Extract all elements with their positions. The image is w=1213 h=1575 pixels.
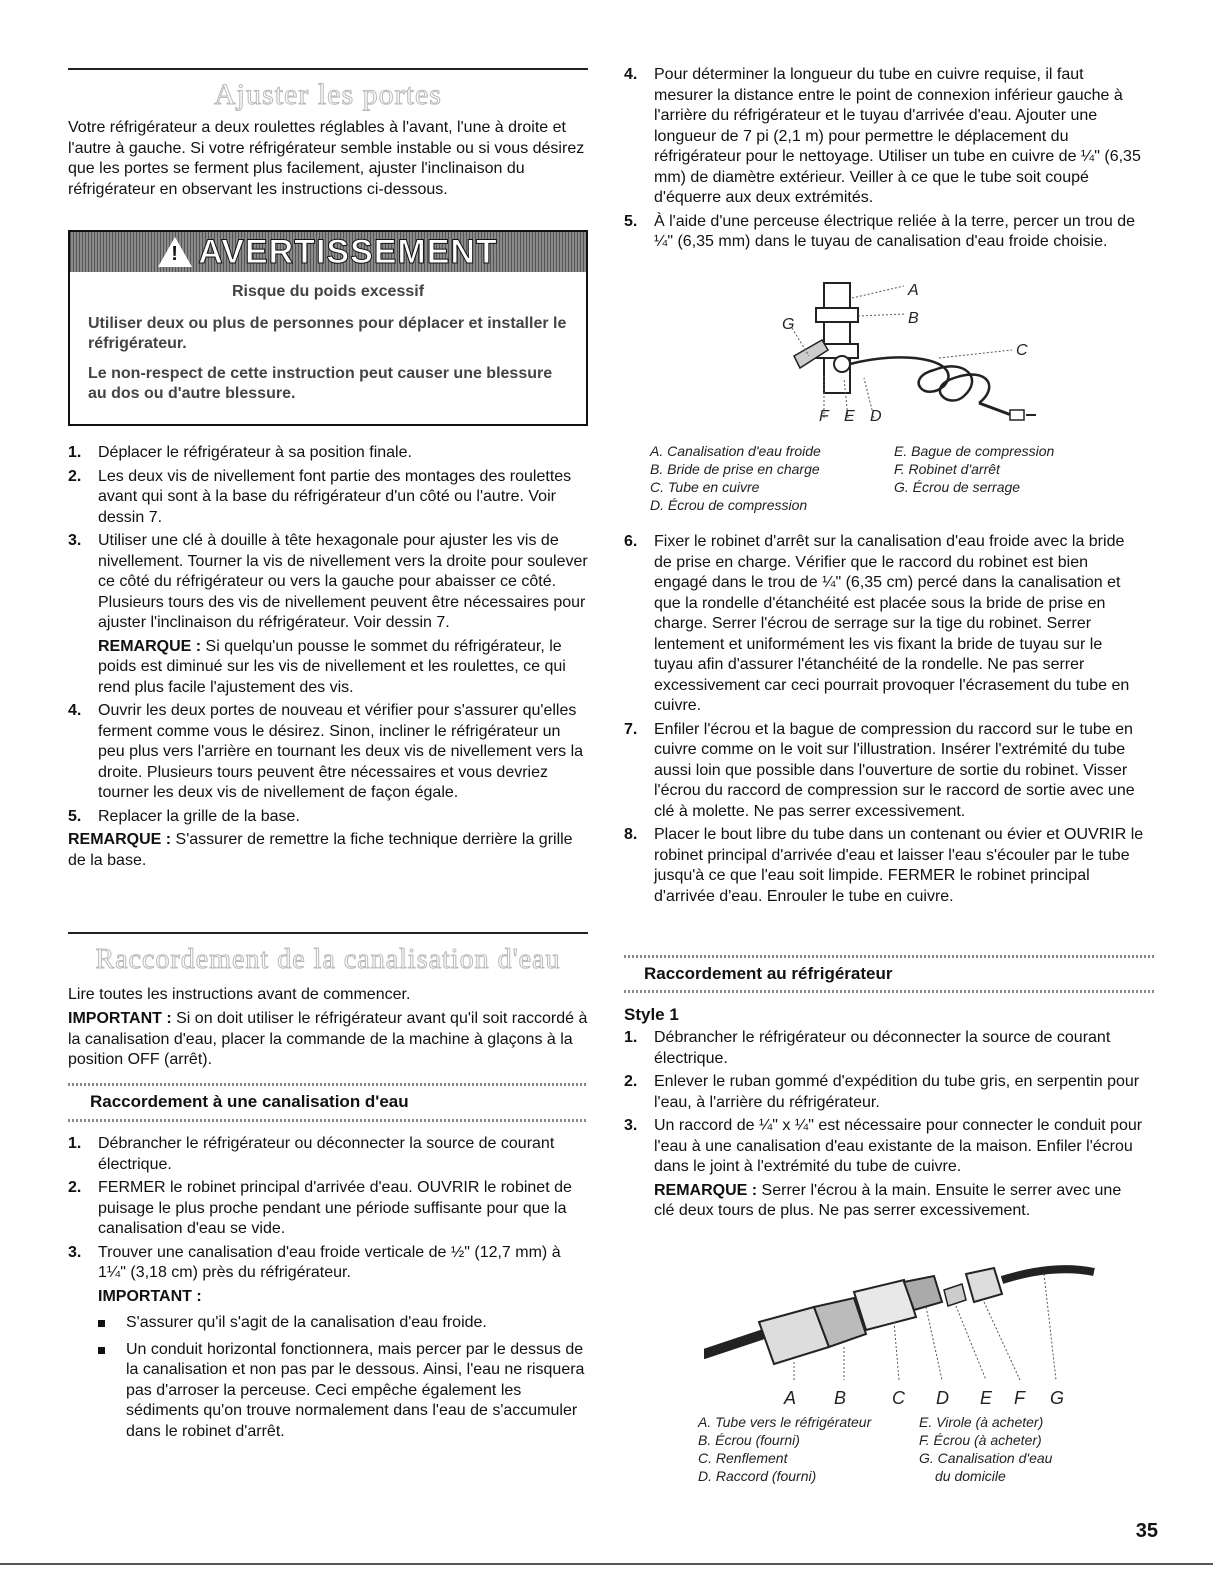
list-item: 5. Replacer la grille de la base.	[68, 807, 300, 825]
list-item: 3. Utiliser une clé à douille à tête hexagonale pour ajuster les vis de nivellement. Tourner la vis de nivellement vers la droite pour soulever ce côté du réfrigérateur ou vers la gauche pour abaisser ce côté. Plusieurs tours des vis de nivellement peuvent être nécessaires pour ajuster l'inclinaison du réfrigérateur. Voir dessin 7.	[68, 532, 588, 631]
section-title-water-line: Raccordement de la canalisation d'eau	[95, 944, 561, 975]
fig1-label-d: D	[870, 408, 882, 425]
list-item: Un conduit horizontal fonctionnera, mais percer par le dessus de la canalisation et non pas par le dessous. Ainsi, l'eau ne risquera pas d'arroser la perceuse. Ceci empêche également les sédiments qu'on trouve normalement dans l'eau de s'accumuler dans le robinet d'arrêt.	[68, 1340, 588, 1443]
fig1-caption-right: E. Bague de compression F. Robinet d'arrêt G. Écrou de serrage	[894, 443, 1055, 495]
list-item: 4. Pour déterminer la longueur du tube en cuivre requise, il faut mesurer la distance entre le point de connexion inférieur gauche à l'arrière du réfrigérateur et le tuyau d'arrivée d'eau. Ajouter une longueur de 7 pi (2,1 m) pour permettre le déplacement du réfrigérateur pour le nettoyage. Utiliser un tube en cuivre de ¼" (6,35 mm) de diamètre extérieur. Veiller à ce que le tube soit coupé d'équerre aux deux extrémités.	[624, 66, 1141, 206]
list-item: 3. Un raccord de ¼" x ¼" est nécessaire pour connecter le conduit pour l'eau à une canalisation d'eau existante de la maison. Enfiler l'écrou dans le joint à l'extrémité du tube de cuivre.	[624, 1117, 1143, 1175]
list-item: 2. Enlever le ruban gommé d'expédition du tube gris, en serpentin pour l'eau, à l'arrière du réfrigérateur.	[624, 1073, 1140, 1111]
fig2-label-a: A	[784, 1388, 797, 1408]
fig1-caption-left: A. Canalisation d'eau froide B. Bride de prise en charge C. Tube en cuivre D. Écrou de compression	[650, 443, 821, 513]
list-item: 3. Trouver une canalisation d'eau froide verticale de ½" (12,7 mm) à 1¼" (3,18 cm) près du réfrigérateur.	[68, 1243, 561, 1281]
list-item: 2. FERMER le robinet principal d'arrivée d'eau. OUVRIR le robinet de puisage le plus proche pendant une période suffisante pour que la canalisation d'eau se vide.	[68, 1179, 572, 1237]
dotted-rule	[624, 990, 1154, 993]
fig2-label-e: E	[980, 1388, 993, 1408]
warning-line-1: Utiliser deux ou plus de personnes pour déplacer et installer le réfrigérateur.	[88, 315, 567, 352]
section-title-adjust-doors: Ajuster les portes	[214, 78, 442, 111]
fig2-label-f: F	[1014, 1388, 1025, 1408]
fig2-label-b: B	[834, 1388, 847, 1408]
fig2-caption-left: A. Tube vers le réfrigérateur B. Écrou (fourni) C. Renflement D. Raccord (fourni)	[698, 1414, 872, 1484]
list-item: 4. Ouvrir les deux portes de nouveau et vérifier pour s'assurer qu'elles ferment comme vous le désirez. Sinon, incliner le réfrigérateur un peu plus vers l'arrière en tournant les deux vis de nivellement vers la droite. Plusieurs tours peuvent être nécessaires et vous devriez tourner les deux vis de nivellement de façon égale.	[68, 702, 584, 801]
section-rule	[68, 68, 588, 70]
water-line-steps-continued-2	[624, 532, 1144, 910]
intro-paragraph: Votre réfrigérateur a deux roulettes réglables à l'avant, l'une à droite et l'autre à gauche. Si votre réfrigérateur semble instable ou si vous désirez que les portes se ferment plus facilement, ajuster l'inclinaison du réfrigérateur en observant les instructions ci-dessous.	[68, 119, 585, 198]
list-item: 1. Débrancher le réfrigérateur ou déconnecter la source de courant électrique.	[624, 1029, 1111, 1067]
final-remark: REMARQUE : S'assurer de remettre la fiche technique derrière la grille de la base.	[68, 831, 573, 869]
style-title: Style 1	[624, 1005, 679, 1024]
fig2-label-g: G	[1050, 1388, 1065, 1408]
bottom-rule	[0, 1563, 1213, 1565]
section-rule	[68, 932, 588, 934]
list-item: 5. À l'aide d'une perceuse électrique reliée à la terre, percer un trou de ¼" (6,35 mm) dans le tuyau de canalisation d'eau froide choisie.	[624, 212, 1136, 250]
refrigerator-remark: REMARQUE : Serrer l'écrou à la main. Ensuite le serrer avec une clé deux tours de plus. Ne pas serrer excessivement.	[654, 1181, 1122, 1219]
fig1-label-b: B	[908, 310, 919, 327]
dotted-rule	[624, 955, 1154, 958]
page-number: 35	[1135, 1520, 1158, 1542]
subsection-title-refrigerator: Raccordement au réfrigérateur	[644, 964, 893, 983]
fig1-label-e: E	[844, 408, 855, 425]
warning-box	[68, 230, 588, 426]
bullet-icon	[98, 1320, 105, 1327]
dotted-rule	[68, 1083, 588, 1086]
water-line-steps	[68, 1134, 588, 1448]
warning-line-2: Le non-respect de cette instruction peut causer une blessure au dos ou d'autre blessure.	[88, 365, 553, 402]
list-item: 2. Les deux vis de nivellement font partie des montages des roulettes avant qui sont à la base du réfrigérateur d'un côté ou l'autre. Voir dessin 7.	[68, 467, 572, 526]
fig2-caption-right: E. Virole (à acheter) F. Écrou (à acheter) G. Canalisation d'eau du domicile	[919, 1414, 1053, 1484]
warning-header	[70, 232, 586, 272]
fig1-label-a: A	[908, 282, 919, 299]
refrigerator-steps	[624, 1028, 1144, 1225]
fig2-label-d: D	[936, 1388, 949, 1408]
adjust-steps	[68, 443, 588, 871]
list-item: 8. Placer le bout libre du tube dans un contenant ou évier et OUVRIR le robinet principal d'arrivée d'eau et laisser l'eau s'écouler par le tube jusqu'à ce que l'eau soit limpide. FERMER le robinet principal d'arrivée d'eau. Enrouler le tube en cuivre.	[624, 826, 1144, 905]
fig1-label-f: F	[819, 408, 829, 425]
water-line-steps-continued	[624, 65, 1144, 256]
warning-triangle-icon: !	[158, 237, 192, 267]
step3-remark: REMARQUE : Si quelqu'un pousse le sommet du réfrigérateur, le poids est diminué sur les vis de nivellement et les roulettes, ce qui rend plus facile l'ajustement des vis.	[98, 637, 566, 696]
list-item: 1. Déplacer le réfrigérateur à sa position finale.	[68, 444, 412, 461]
dotted-rule	[68, 1119, 588, 1122]
list-item: 6. Fixer le robinet d'arrêt sur la canalisation d'eau froide avec la bride de prise en charge. Vérifier que le raccord du robinet est bien engagé dans le trou de ¼" (6,35 cm) percé dans la canalisation et que la rondelle d'étanchéité est placée sous la bride de prise en charge. Serrer l'écrou de serrage sur la tige du robinet. Serrer lentement et uniformément les vis fixant la bride de tuyau sur le tuyau afin d'assurer l'étanchéité de la rondelle. Ne pas serrer excessivement car ceci pourrait provoquer l'écrasement du tube en cuivre.	[624, 533, 1130, 714]
important-paragraph: IMPORTANT : Si on doit utiliser le réfrigérateur avant qu'il soit raccordé à la canalisation d'eau, placer la commande de la machine à glaçons à la position OFF (arrêt).	[68, 1010, 588, 1068]
bullet-icon	[98, 1347, 105, 1354]
sub1-important-label: IMPORTANT :	[98, 1287, 202, 1305]
warning-risk: Risque du poids excessif	[231, 283, 425, 300]
read-all-text: Lire toutes les instructions avant de commencer.	[68, 986, 411, 1003]
list-item: S'assurer qu'il s'agit de la canalisation d'eau froide.	[68, 1313, 588, 1334]
fig1-label-g: G	[782, 316, 795, 333]
fig2-label-c: C	[892, 1388, 905, 1408]
list-item: 1. Débrancher le réfrigérateur ou déconnecter la source de courant électrique.	[68, 1135, 555, 1173]
fig1-label-c: C	[1016, 342, 1028, 359]
warning-title: AVERTISSEMENT	[198, 232, 498, 271]
compression-fitting-illustration	[704, 1262, 1104, 1382]
list-item: 7. Enfiler l'écrou et la bague de compression du raccord sur le tube en cuivre comme on le voit sur l'illustration. Insérer l'extrémité du tube aussi loin que possible dans l'ouverture de sortie du robinet. Visser l'écrou du raccord de compression sur le raccord de sortie avec une clé à molette. Ne pas serrer excessivement.	[624, 720, 1135, 820]
subsection-title-water-line: Raccordement à une canalisation d'eau	[90, 1092, 409, 1111]
